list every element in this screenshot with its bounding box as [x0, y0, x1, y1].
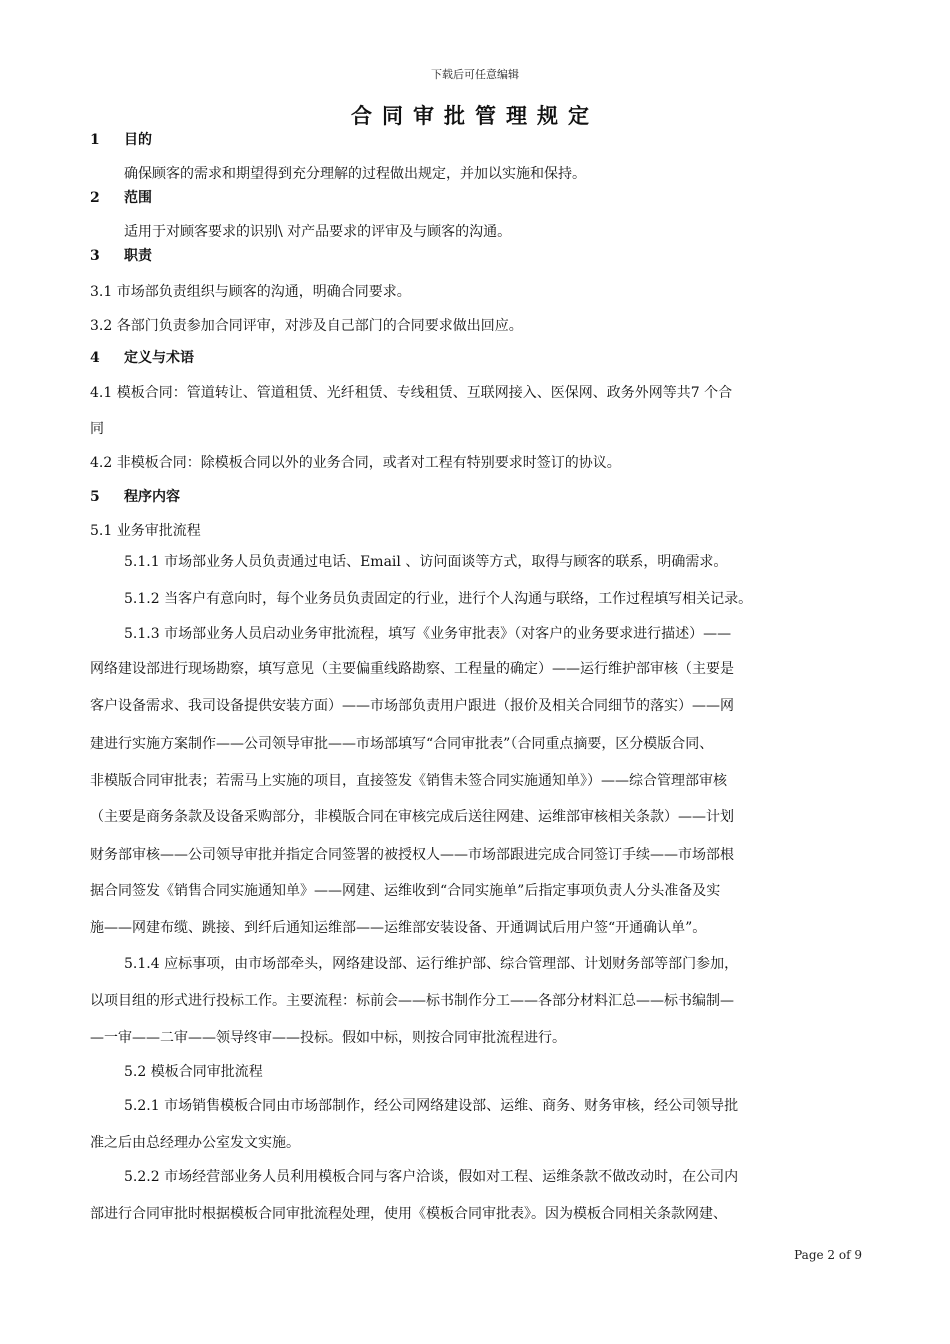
section-heading-3: 3 职责 — [90, 248, 152, 264]
section-heading-5: 5 程序内容 — [90, 489, 180, 505]
paragraph-5-1-3-line: 网络建设部进行现场勘察，填写意见（主要偏重线路勘察、工程量的确定）——运行维护部审核（主要是 — [90, 661, 734, 677]
section-heading-2: 2 范围 — [90, 190, 152, 206]
paragraph-5-1-4-line: —一审——二审——领导终审——投标。假如中标，则按合同审批流程进行。 — [90, 1030, 566, 1046]
paragraph-5-1-3-line: 建进行实施方案制作——公司领导审批——市场部填写“合同审批表”（合同重点摘要，区分模版合同、 — [90, 736, 714, 752]
document-title: 合同审批管理规定 — [351, 103, 599, 128]
paragraph-4-2: 4.2 非模板合同：除模板合同以外的业务合同，或者对工程有特别要求时签订的协议。 — [90, 455, 621, 471]
paragraph-5-1-4-line: 以项目组的形式进行投标工作。主要流程：标前会——标书制作分工——各部分材料汇总——标书编制— — [90, 993, 734, 1009]
paragraph-5-1-3-line: （主要是商务条款及设备采购部分，非模版合同在审核完成后送往网建、运维部审核相关条款）——计划 — [90, 809, 734, 825]
paragraph-5-1-3-line: 财务部审核——公司领导审批并指定合同签署的被授权人——市场部跟进完成合同签订手续——市场部根 — [90, 847, 734, 863]
paragraph-purpose: 确保顾客的需求和期望得到充分理解的过程做出规定，并加以实施和保持。 — [124, 166, 586, 182]
subsection-5-2: 5.2 模板合同审批流程 — [124, 1064, 263, 1080]
paragraph-5-1-3-line: 客户设备需求、我司设备提供安装方面）——市场部负责用户跟进（报价及相关合同细节的落实）——网 — [90, 698, 734, 714]
paragraph-5-2-1-line: 准之后由总经理办公室发文实施。 — [90, 1135, 300, 1151]
subsection-5-1: 5.1 业务审批流程 — [90, 523, 201, 539]
paragraph-5-1-3-line: 非模版合同审批表；若需马上实施的项目，直接签发《销售未签合同实施通知单》）——综合管理部审核 — [90, 773, 727, 789]
paragraph-4-1-line: 同 — [90, 421, 104, 437]
paragraph-5-2-1-line: 5.2.1 市场销售模板合同由市场部制作，经公司网络建设部、运维、商务、财务审核，经公司领导批 — [124, 1098, 739, 1114]
paragraph-4-1-line: 4.1 模板合同：管道转让、管道租赁、光纤租赁、专线租赁、互联网接入、医保网、政务外网等共7 个合 — [90, 385, 733, 401]
paragraph-5-2-2-line: 部进行合同审批时根据模板合同审批流程处理，使用《模板合同审批表》。因为模板合同相关条款网建、 — [90, 1206, 727, 1222]
paragraph-5-1-1: 5.1.1 市场部业务人员负责通过电话、Email 、访问面谈等方式，取得与顾客的联系，明确需求。 — [124, 554, 728, 570]
page-number: Page 2 of 9 — [794, 1248, 862, 1262]
header-note: 下载后可任意编辑 — [431, 68, 519, 81]
paragraph-5-1-3-line: 施——网建布缆、跳接、到纤后通知运维部——运维部安装设备、开通调试后用户签“开通确认单”。 — [90, 920, 707, 936]
paragraph-5-1-2: 5.1.2 当客户有意向时，每个业务员负责固定的行业，进行个人沟通与联络，工作过程填写相关记录。 — [124, 591, 753, 607]
paragraph-5-1-3-line: 5.1.3 市场部业务人员启动业务审批流程，填写《业务审批表》（对客户的业务要求进行描述）—— — [124, 626, 732, 642]
paragraph-5-2-2-line: 5.2.2 市场经营部业务人员利用模板合同与客户洽谈，假如对工程、运维条款不做改动时，在公司内 — [124, 1169, 739, 1185]
paragraph-5-1-4-line: 5.1.4 应标事项，由市场部牵头，网络建设部、运行维护部、综合管理部、计划财务部等部门参加， — [124, 956, 739, 972]
paragraph-3-2: 3.2 各部门负责参加合同评审，对涉及自己部门的合同要求做出回应。 — [90, 318, 523, 334]
paragraph-3-1: 3.1 市场部负责组织与顾客的沟通，明确合同要求。 — [90, 284, 411, 300]
section-heading-4: 4 定义与术语 — [90, 350, 194, 366]
paragraph-scope: 适用于对顾客要求的识别\ 对产品要求的评审及与顾客的沟通。 — [124, 224, 512, 240]
paragraph-5-1-3-line: 据合同签发《销售合同实施通知单》——网建、运维收到“合同实施单”后指定事项负责人分头准备及实 — [90, 883, 721, 899]
section-heading-1: 1 目的 — [90, 132, 152, 148]
